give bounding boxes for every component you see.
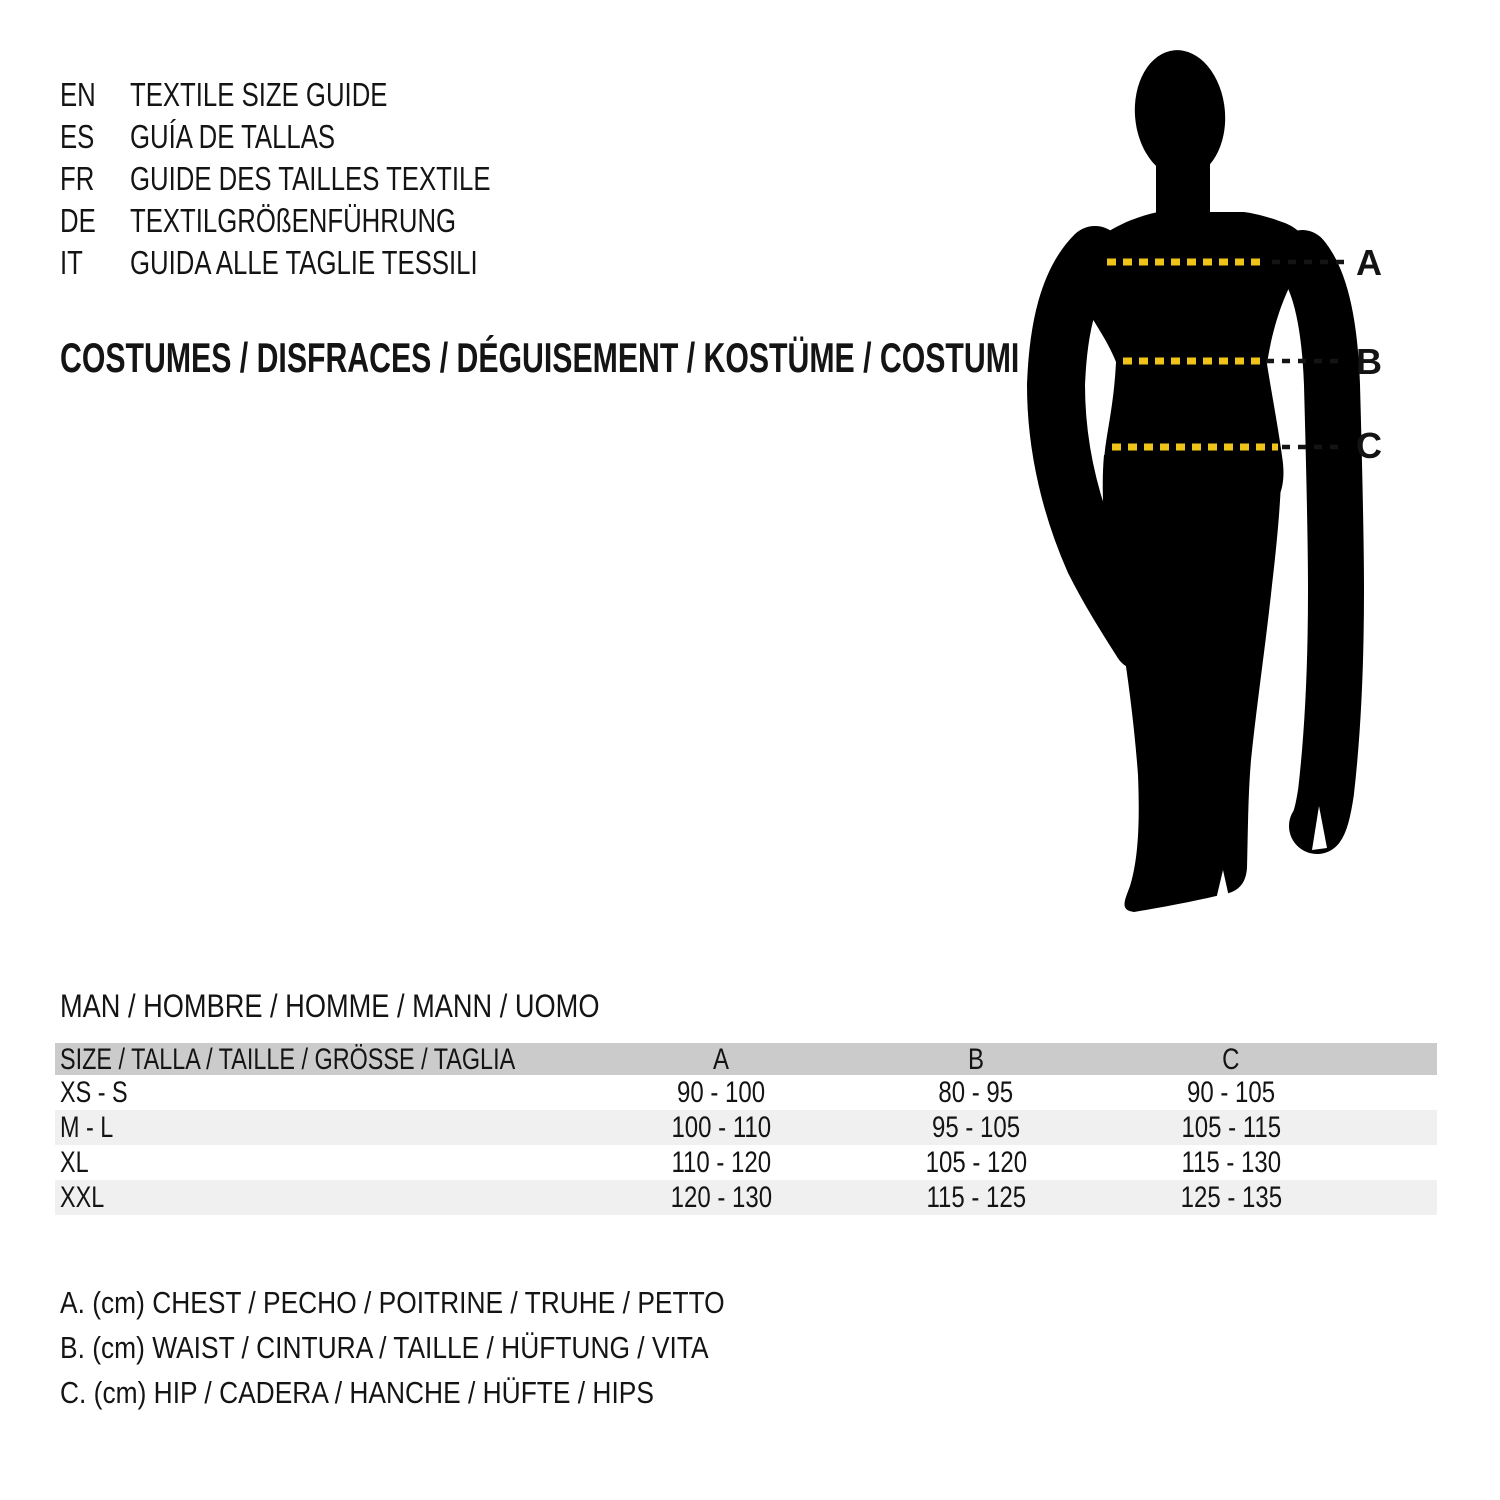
measurement-legend	[60, 1280, 842, 1415]
language-row	[60, 200, 592, 242]
cell-b: 95 - 105	[931, 1110, 1021, 1144]
header-col-c: C	[1222, 1043, 1240, 1076]
cell-c: 90 - 105	[1186, 1075, 1276, 1109]
header-col-b: B	[967, 1043, 984, 1076]
language-row	[60, 116, 592, 158]
language-title: TEXTILE SIZE GUIDE	[130, 76, 388, 113]
cell-a: 90 - 100	[676, 1075, 766, 1109]
size-cell: XS - S	[60, 1075, 128, 1109]
size-figure	[1020, 30, 1480, 970]
cell-a: 110 - 120	[671, 1145, 771, 1179]
table-row	[55, 1075, 1437, 1110]
size-table	[55, 1043, 1437, 1215]
marker-label-c: C	[1356, 425, 1382, 466]
legend-item-a: A. (cm) CHEST / PECHO / POITRINE / TRUHE / PETTO	[60, 1284, 725, 1320]
cell-a: 100 - 110	[671, 1110, 771, 1144]
table-header-row	[55, 1043, 1437, 1075]
cell-a: 120 - 130	[670, 1180, 772, 1214]
header-col-a: A	[712, 1043, 729, 1076]
cell-b: 115 - 125	[926, 1180, 1026, 1214]
legend-item-b: B. (cm) WAIST / CINTURA / TAILLE / HÜFTUNG / VITA	[60, 1329, 709, 1365]
language-title: GUIDE DES TAILLES TEXTILE	[130, 160, 491, 197]
marker-label-b: B	[1356, 341, 1382, 382]
language-title: GUIDA ALLE TAGLIE TESSILI	[130, 244, 478, 281]
category-heading: COSTUMES / DISFRACES / DÉGUISEMENT / KOSTÜME / COSTUMI	[60, 334, 1020, 381]
language-guide-list	[60, 74, 592, 284]
size-cell: XL	[60, 1145, 89, 1179]
table-row	[55, 1145, 1437, 1180]
right-arm-shape	[1302, 258, 1336, 826]
language-row	[60, 74, 592, 116]
cell-b: 80 - 95	[938, 1075, 1014, 1109]
man-section-label: MAN / HOMBRE / HOMME / MANN / UOMO	[60, 987, 600, 1024]
legend-item-c: C. (cm) HIP / CADERA / HANCHE / HÜFTE / HIPS	[60, 1374, 654, 1410]
language-code: DE	[60, 202, 96, 239]
header-size-label: SIZE / TALLA / TAILLE / GRÖSSE / TAGLIA	[60, 1043, 516, 1076]
language-row	[60, 242, 592, 284]
size-cell: M - L	[60, 1110, 114, 1144]
marker-label-a: A	[1356, 242, 1382, 283]
size-cell: XXL	[60, 1180, 105, 1214]
table-row	[55, 1110, 1437, 1145]
language-code: ES	[60, 118, 95, 155]
language-row	[60, 158, 592, 200]
language-title: GUÍA DE TALLAS	[130, 118, 336, 155]
language-code: FR	[60, 160, 95, 197]
legs-shape	[1103, 455, 1282, 912]
table-row	[55, 1180, 1437, 1215]
cell-c: 115 - 130	[1181, 1145, 1281, 1179]
man-silhouette	[1020, 30, 1480, 970]
cell-c: 105 - 115	[1181, 1110, 1281, 1144]
language-code: EN	[60, 76, 96, 113]
cell-c: 125 - 135	[1180, 1180, 1282, 1214]
language-code: IT	[60, 244, 83, 281]
language-title: TEXTILGRÖßENFÜHRUNG	[130, 202, 457, 239]
cell-b: 105 - 120	[925, 1145, 1027, 1179]
neck-shape	[1156, 142, 1210, 216]
